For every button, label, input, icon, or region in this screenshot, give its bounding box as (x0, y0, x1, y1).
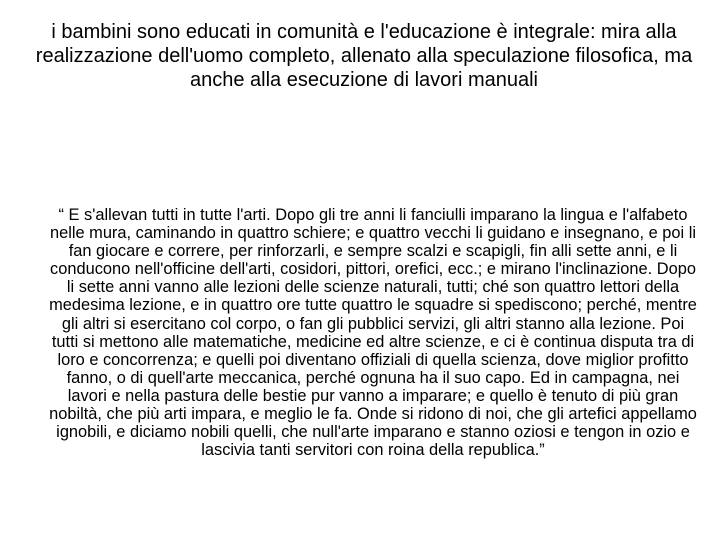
cut-off-text-line (230, 535, 490, 540)
quote-text: “ E s'allevan tutti in tutte l'arti. Dopo gli tre anni li fanciulli imparano la lingua e l'alfabeto nelle mura, caminando in quattro schiere; e quattro vecchi li guidano e insegnano, e poi li fan giocare e correre, per rinforzarli, e sempre scalzi e scapigli, fin alli sette anni, e li conducono nell'officine dell'arti, cosidori, pittori, orefici, ecc.; e mirano l'inclinazione. Dopo li sette anni vanno alle lezioni delle scienze naturali, tutti; ché son quattro lettori della medesima lezione, e in quattro ore tutte quattro le squadre si spediscono; perché, mentre gli altri si esercitano col corpo, o fan gli pubblici servizi, gli altri stanno alla lezione. Poi tutti si mettono alle matematiche, medicine ed altre scienze, e ci è continua disputa tra di loro e concorrenza; e quelli poi diventano offiziali di quella scienza, dove miglior profitto fanno, o di quell'arte meccanica, perché ognuna ha il suo capo. Ed in campagna, nei lavori e nella pastura delle bestie pur vanno a imparare; e quello è tenuto di più gran nobiltà, che più arti impara, e meglio le fa. Onde si ridono di noi, che gli artefici appellamo ignobili, e diciamo nobili quelli, che null'arte imparano e stanno oziosi e tengon in ozio e lascivia tanti servitori con roina della republica.” (49, 206, 697, 460)
heading-text: i bambini sono educati in comunità e l'educazione è integrale: mira alla realizzazione dell'uomo completo, allenato alla speculazione filosofica, ma anche alla esecuzione di lavori manuali (35, 21, 693, 91)
